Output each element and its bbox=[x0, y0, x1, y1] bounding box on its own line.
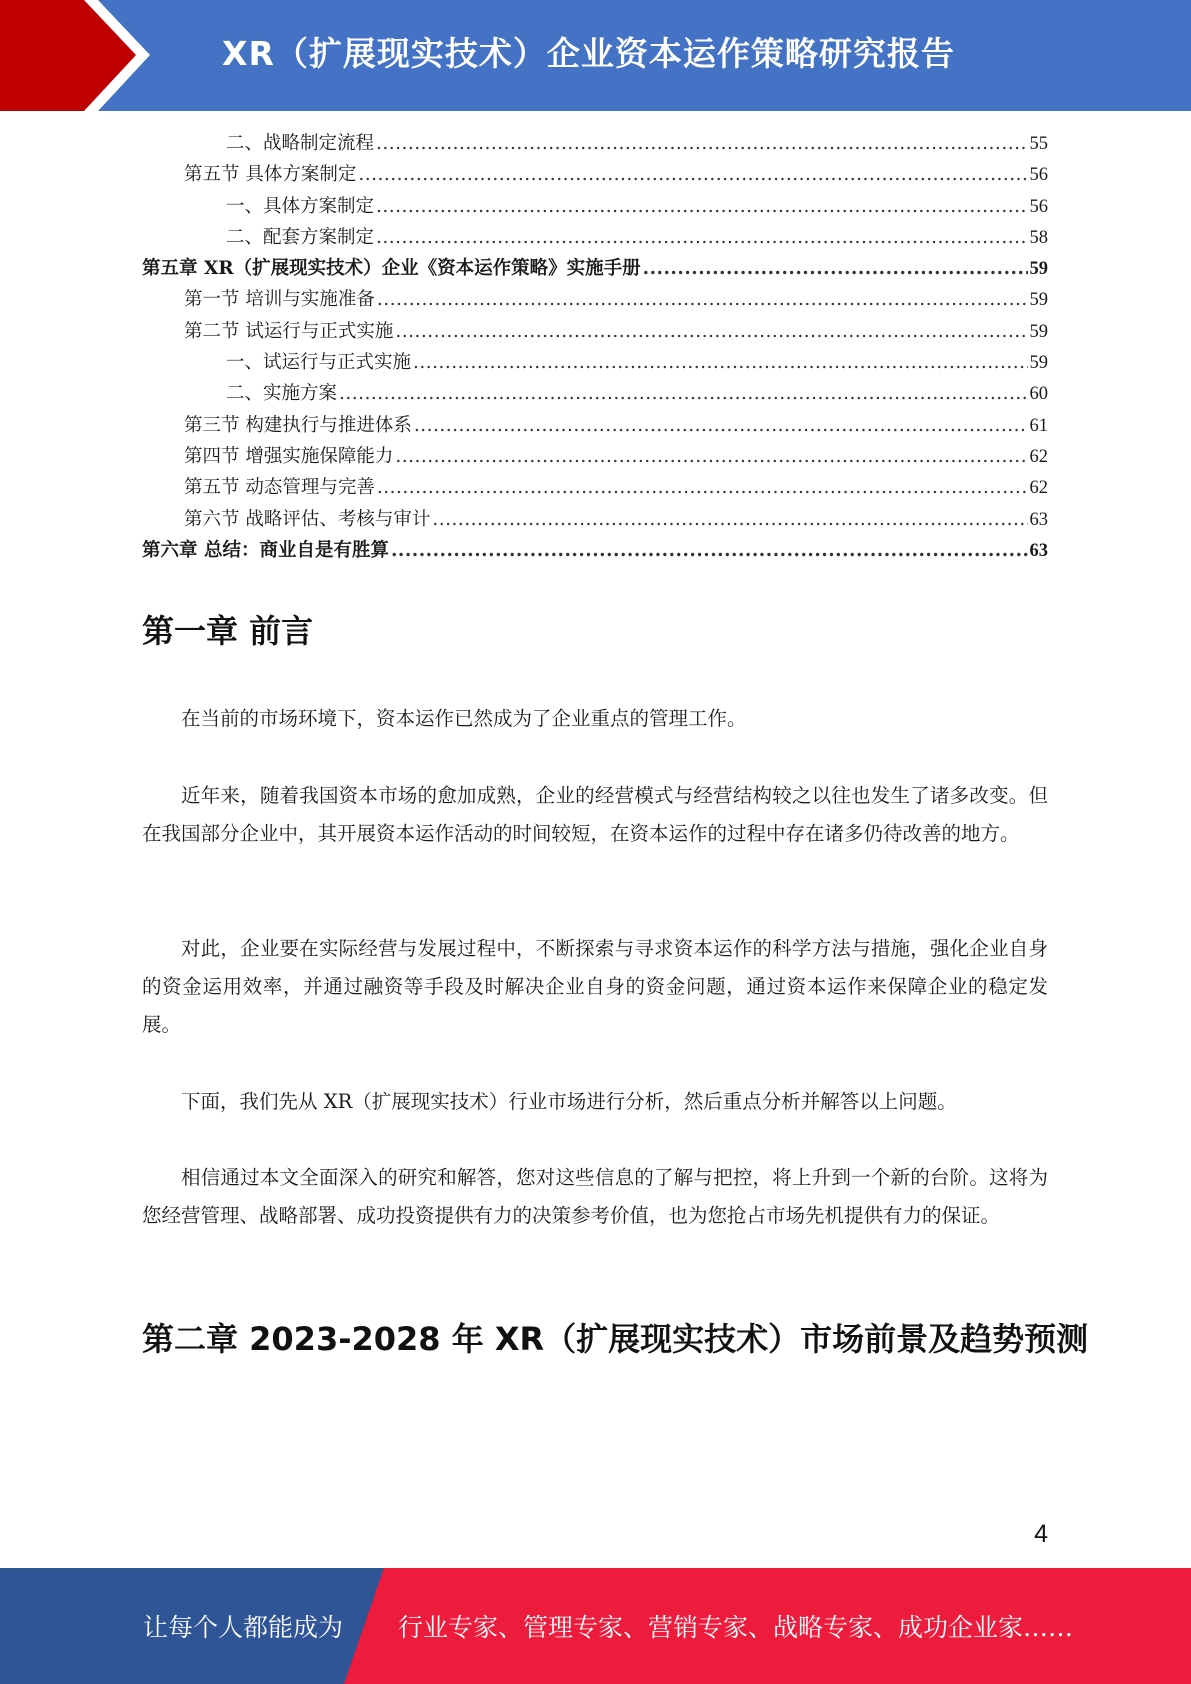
body-paragraph: 在当前的市场环境下，资本运作已然成为了企业重点的管理工作。 bbox=[181, 707, 747, 730]
toc-entry-title: 二、战略制定流程 bbox=[226, 133, 375, 154]
toc-leader-dots bbox=[413, 347, 1027, 378]
footer-slogan-left: 让每个人都能成为 bbox=[143, 1613, 344, 1642]
toc-leader-dots bbox=[339, 378, 1027, 409]
toc-entry-page: 55 bbox=[1029, 134, 1048, 154]
toc-leader-dots bbox=[391, 535, 1028, 566]
toc-entry-page: 59 bbox=[1029, 321, 1048, 342]
toc-entry-title: 二、配套方案制定 bbox=[226, 226, 375, 248]
toc-leader-dots bbox=[414, 410, 1028, 441]
toc-entry-chapter[interactable] bbox=[142, 253, 1048, 284]
toc-entry[interactable] bbox=[142, 441, 1048, 472]
toc-entry-page: 62 bbox=[1029, 446, 1048, 467]
toc-entry[interactable] bbox=[142, 159, 1048, 190]
toc-entry-title: 第一节 培训与实施准备 bbox=[184, 289, 375, 311]
table-of-contents bbox=[142, 128, 1048, 566]
toc-entry-title: 第二节 试运行与正式实施 bbox=[184, 320, 394, 342]
toc-entry-title: 二、实施方案 bbox=[226, 383, 338, 405]
toc-entry-page: 56 bbox=[1029, 165, 1048, 186]
toc-entry[interactable] bbox=[142, 347, 1048, 378]
toc-entry-title: 第六节 战略评估、考核与审计 bbox=[184, 508, 431, 530]
toc-leader-dots bbox=[377, 284, 1028, 315]
toc-leader-dots bbox=[358, 159, 1027, 190]
toc-entry[interactable] bbox=[142, 222, 1048, 253]
toc-entry-title: 一、试运行与正式实施 bbox=[226, 352, 412, 374]
toc-entry[interactable] bbox=[142, 504, 1048, 535]
chapter-heading: 第二章 2023-2028 年 XR（扩展现实技术）市场前景及趋势预测 bbox=[142, 1320, 1089, 1358]
toc-entry[interactable] bbox=[142, 378, 1048, 409]
chapter-heading: 第一章 前言 bbox=[142, 612, 314, 650]
toc-entry[interactable] bbox=[142, 191, 1048, 222]
toc-entry-title: 一、具体方案制定 bbox=[226, 195, 375, 217]
toc-entry[interactable] bbox=[142, 316, 1048, 347]
toc-entry-title: 第四节 增强实施保障能力 bbox=[184, 445, 394, 467]
page-number: 4 bbox=[1034, 1520, 1048, 1548]
footer-banner bbox=[0, 1568, 1191, 1684]
toc-entry-title: 第五章 XR（扩展现实技术）企业《资本运作策略》实施手册 bbox=[142, 258, 641, 280]
toc-leader-dots bbox=[432, 504, 1027, 535]
toc-leader-dots bbox=[395, 316, 1027, 347]
toc-entry-page: 60 bbox=[1029, 384, 1048, 405]
toc-entry-title: 第六章 总结：商业自是有胜算 bbox=[142, 539, 389, 561]
toc-leader-dots bbox=[395, 441, 1027, 472]
footer-slogan-right: 行业专家、管理专家、营销专家、战略专家、成功企业家…… bbox=[398, 1613, 1074, 1642]
header-red-chevron bbox=[0, 0, 136, 111]
toc-leader-dots bbox=[376, 222, 1027, 253]
toc-entry-title: 第三节 构建执行与推进体系 bbox=[184, 414, 412, 436]
header-banner bbox=[0, 0, 1191, 111]
body-paragraph: 相信通过本文全面深入的研究和解答，您对这些信息的了解与把控，将上升到一个新的台阶。这将为您经营管理、战略部署、成功投资提供有力的决策参考价值，也为您抢占市场先机提供有力的保证。 bbox=[142, 1166, 1048, 1227]
toc-entry-page: 59 bbox=[1029, 290, 1048, 311]
toc-entry-title: 第五节 动态管理与完善 bbox=[184, 477, 375, 499]
toc-entry-page: 56 bbox=[1029, 196, 1048, 217]
toc-entry-page: 59 bbox=[1029, 259, 1048, 280]
toc-entry-page: 59 bbox=[1029, 353, 1048, 374]
toc-leader-dots bbox=[377, 472, 1028, 503]
toc-leader-dots bbox=[643, 253, 1028, 284]
toc-entry-page: 63 bbox=[1029, 509, 1048, 530]
toc-entry-title: 第五节 具体方案制定 bbox=[184, 164, 357, 186]
body-paragraph: 下面，我们先从 XR（扩展现实技术）行业市场进行分析，然后重点分析并解答以上问题。 bbox=[181, 1090, 957, 1113]
toc-entry[interactable] bbox=[142, 128, 1048, 159]
toc-entry-chapter[interactable] bbox=[142, 535, 1048, 566]
toc-entry-page: 61 bbox=[1029, 415, 1048, 436]
toc-leader-dots bbox=[376, 128, 1027, 159]
toc-entry-page: 58 bbox=[1029, 227, 1048, 248]
toc-leader-dots bbox=[376, 191, 1027, 222]
body-paragraph: 近年来，随着我国资本市场的愈加成熟，企业的经营模式与经营结构较之以往也发生了诸多改变。但在我国部分企业中，其开展资本运作活动的时间较短，在资本运作的过程中存在诸多仍待改善的地方。 bbox=[142, 784, 1048, 845]
toc-entry[interactable] bbox=[142, 472, 1048, 503]
toc-entry-page: 62 bbox=[1029, 478, 1048, 499]
body-paragraph: 对此，企业要在实际经营与发展过程中，不断探索与寻求资本运作的科学方法与措施，强化企业自身的资金运用效率，并通过融资等手段及时解决企业自身的资金问题，通过资本运作来保障企业的稳定发展。 bbox=[142, 937, 1048, 1036]
toc-entry[interactable] bbox=[142, 284, 1048, 315]
toc-entry-page: 63 bbox=[1029, 540, 1048, 561]
report-title: XR（扩展现实技术）企业资本运作策略研究报告 bbox=[222, 34, 955, 73]
toc-entry[interactable] bbox=[142, 410, 1048, 441]
